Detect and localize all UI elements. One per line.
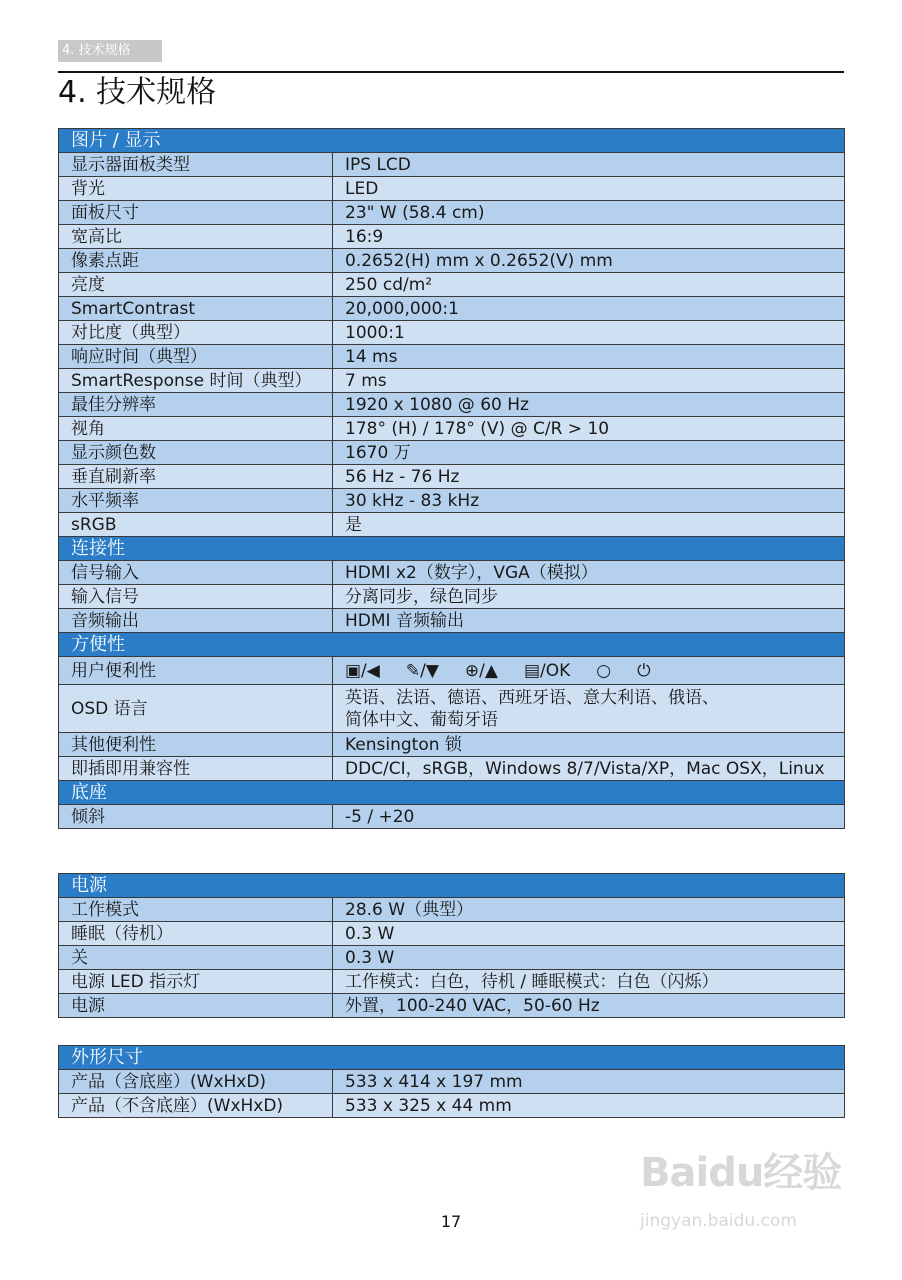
spec-value: 1920 x 1080 @ 60 Hz bbox=[333, 393, 845, 417]
spec-row bbox=[59, 994, 845, 1018]
spec-label: 关 bbox=[59, 946, 333, 970]
spec-table-dimensions bbox=[58, 1045, 845, 1118]
spec-label: 显示器面板类型 bbox=[59, 153, 333, 177]
spec-value: 1000:1 bbox=[333, 321, 845, 345]
spec-value bbox=[333, 685, 845, 733]
section-convenience-header bbox=[59, 633, 845, 657]
spec-value: 工作模式：白色，待机 / 睡眠模式：白色（闪烁） bbox=[333, 970, 845, 994]
spec-value: 23" W (58.4 cm) bbox=[333, 201, 845, 225]
spec-row bbox=[59, 441, 845, 465]
spec-row bbox=[59, 898, 845, 922]
spec-table-main bbox=[58, 128, 845, 829]
spec-label: 视角 bbox=[59, 417, 333, 441]
spec-label: 即插即用兼容性 bbox=[59, 757, 333, 781]
spec-label: 对比度（典型） bbox=[59, 321, 333, 345]
spec-label: 水平频率 bbox=[59, 489, 333, 513]
spec-row bbox=[59, 685, 845, 733]
spec-value bbox=[333, 657, 845, 685]
menu-back-icon: ▣/◀ bbox=[345, 660, 380, 681]
spec-value: 1670 万 bbox=[333, 441, 845, 465]
spec-value: 分离同步，绿色同步 bbox=[333, 585, 845, 609]
input-up-icon: ⊕/▲ bbox=[464, 660, 498, 681]
breadcrumb: 4. 技术规格 bbox=[58, 40, 162, 62]
spec-value: 7 ms bbox=[333, 369, 845, 393]
spec-row bbox=[59, 1094, 845, 1118]
spec-label: 显示颜色数 bbox=[59, 441, 333, 465]
spec-label: 其他便利性 bbox=[59, 733, 333, 757]
spec-value: 是 bbox=[333, 513, 845, 537]
section-power-header bbox=[59, 874, 845, 898]
spec-value: 250 cd/m² bbox=[333, 273, 845, 297]
spec-label: 亮度 bbox=[59, 273, 333, 297]
spec-label: sRGB bbox=[59, 513, 333, 537]
spec-table-power bbox=[58, 873, 845, 1018]
section-title: 方便性 bbox=[59, 633, 845, 657]
section-title: 外形尺寸 bbox=[59, 1046, 845, 1070]
spec-label: 电源 bbox=[59, 994, 333, 1018]
spec-value: 56 Hz - 76 Hz bbox=[333, 465, 845, 489]
spec-row bbox=[59, 585, 845, 609]
spec-row bbox=[59, 321, 845, 345]
spec-value: DDC/CI，sRGB，Windows 8/7/Vista/XP，Mac OSX，Linux bbox=[333, 757, 845, 781]
osd-language-line: 简体中文、葡萄牙语 bbox=[345, 709, 498, 730]
spec-label: SmartResponse 时间（典型） bbox=[59, 369, 333, 393]
spec-label: 输入信号 bbox=[59, 585, 333, 609]
spec-label: 响应时间（典型） bbox=[59, 345, 333, 369]
spec-value: HDMI x2（数字），VGA（模拟） bbox=[333, 561, 845, 585]
spec-value: 533 x 414 x 197 mm bbox=[333, 1070, 845, 1094]
page-number: 17 bbox=[440, 1212, 462, 1231]
spec-row bbox=[59, 757, 845, 781]
spec-value: 178° (H) / 178° (V) @ C/R > 10 bbox=[333, 417, 845, 441]
spec-row bbox=[59, 922, 845, 946]
spec-label: 产品（不含底座）(WxHxD) bbox=[59, 1094, 333, 1118]
spec-value: LED bbox=[333, 177, 845, 201]
spec-label: SmartContrast bbox=[59, 297, 333, 321]
spec-row bbox=[59, 297, 845, 321]
section-title: 电源 bbox=[59, 874, 845, 898]
spec-label: 信号输入 bbox=[59, 561, 333, 585]
spec-label: 面板尺寸 bbox=[59, 201, 333, 225]
menu-ok-icon: ▤/OK bbox=[523, 660, 571, 681]
spec-row bbox=[59, 465, 845, 489]
spec-label: 垂直刷新率 bbox=[59, 465, 333, 489]
spec-value: Kensington 锁 bbox=[333, 733, 845, 757]
spec-row bbox=[59, 805, 845, 829]
spec-value: 0.3 W bbox=[333, 922, 845, 946]
spec-label: 电源 LED 指示灯 bbox=[59, 970, 333, 994]
section-title: 底座 bbox=[59, 781, 845, 805]
spec-row bbox=[59, 970, 845, 994]
spec-row bbox=[59, 273, 845, 297]
spec-value: 20,000,000:1 bbox=[333, 297, 845, 321]
spec-label: 最佳分辨率 bbox=[59, 393, 333, 417]
page-title: 4. 技术规格 bbox=[58, 75, 217, 110]
watermark bbox=[640, 1150, 860, 1250]
spec-label: 工作模式 bbox=[59, 898, 333, 922]
spec-value: HDMI 音频输出 bbox=[333, 609, 845, 633]
spec-label: 背光 bbox=[59, 177, 333, 201]
spec-row bbox=[59, 657, 845, 685]
spec-row bbox=[59, 345, 845, 369]
spec-label: OSD 语言 bbox=[59, 685, 333, 733]
spec-value: 外置，100-240 VAC，50-60 Hz bbox=[333, 994, 845, 1018]
spec-row bbox=[59, 946, 845, 970]
spec-value: 533 x 325 x 44 mm bbox=[333, 1094, 845, 1118]
section-stand-header bbox=[59, 781, 845, 805]
spec-value: 14 ms bbox=[333, 345, 845, 369]
spec-row bbox=[59, 609, 845, 633]
spec-row bbox=[59, 225, 845, 249]
power-icon: ⏻ bbox=[637, 660, 651, 681]
spec-row bbox=[59, 369, 845, 393]
spec-value: IPS LCD bbox=[333, 153, 845, 177]
spec-row bbox=[59, 153, 845, 177]
spec-label: 倾斜 bbox=[59, 805, 333, 829]
spec-row bbox=[59, 249, 845, 273]
led-dot-icon: ○ bbox=[596, 660, 612, 681]
spec-value: 28.6 W（典型） bbox=[333, 898, 845, 922]
section-title: 连接性 bbox=[59, 537, 845, 561]
spec-row bbox=[59, 733, 845, 757]
watermark-logo: Baidu经验 bbox=[640, 1150, 842, 1196]
spec-label: 产品（含底座）(WxHxD) bbox=[59, 1070, 333, 1094]
spec-label: 用户便利性 bbox=[59, 657, 333, 685]
spec-row bbox=[59, 561, 845, 585]
spec-row bbox=[59, 177, 845, 201]
settings-down-icon: ✎/▼ bbox=[405, 660, 439, 681]
section-connectivity-header bbox=[59, 537, 845, 561]
spec-row bbox=[59, 489, 845, 513]
osd-language-line: 英语、法语、德语、西班牙语、意大利语、俄语、 bbox=[345, 687, 719, 708]
section-dimensions-header bbox=[59, 1046, 845, 1070]
spec-label: 睡眠（待机） bbox=[59, 922, 333, 946]
watermark-url: jingyan.baidu.com bbox=[640, 1211, 797, 1231]
spec-value: 0.2652(H) mm x 0.2652(V) mm bbox=[333, 249, 845, 273]
spec-row bbox=[59, 1070, 845, 1094]
spec-row bbox=[59, 513, 845, 537]
spec-row bbox=[59, 393, 845, 417]
section-title: 图片 / 显示 bbox=[59, 129, 845, 153]
spec-row bbox=[59, 417, 845, 441]
spec-value: -5 / +20 bbox=[333, 805, 845, 829]
spec-value: 0.3 W bbox=[333, 946, 845, 970]
spec-row bbox=[59, 201, 845, 225]
spec-value: 16:9 bbox=[333, 225, 845, 249]
spec-value: 30 kHz - 83 kHz bbox=[333, 489, 845, 513]
section-picture-display-header bbox=[59, 129, 845, 153]
spec-label: 像素点距 bbox=[59, 249, 333, 273]
spec-label: 宽高比 bbox=[59, 225, 333, 249]
spec-label: 音频输出 bbox=[59, 609, 333, 633]
